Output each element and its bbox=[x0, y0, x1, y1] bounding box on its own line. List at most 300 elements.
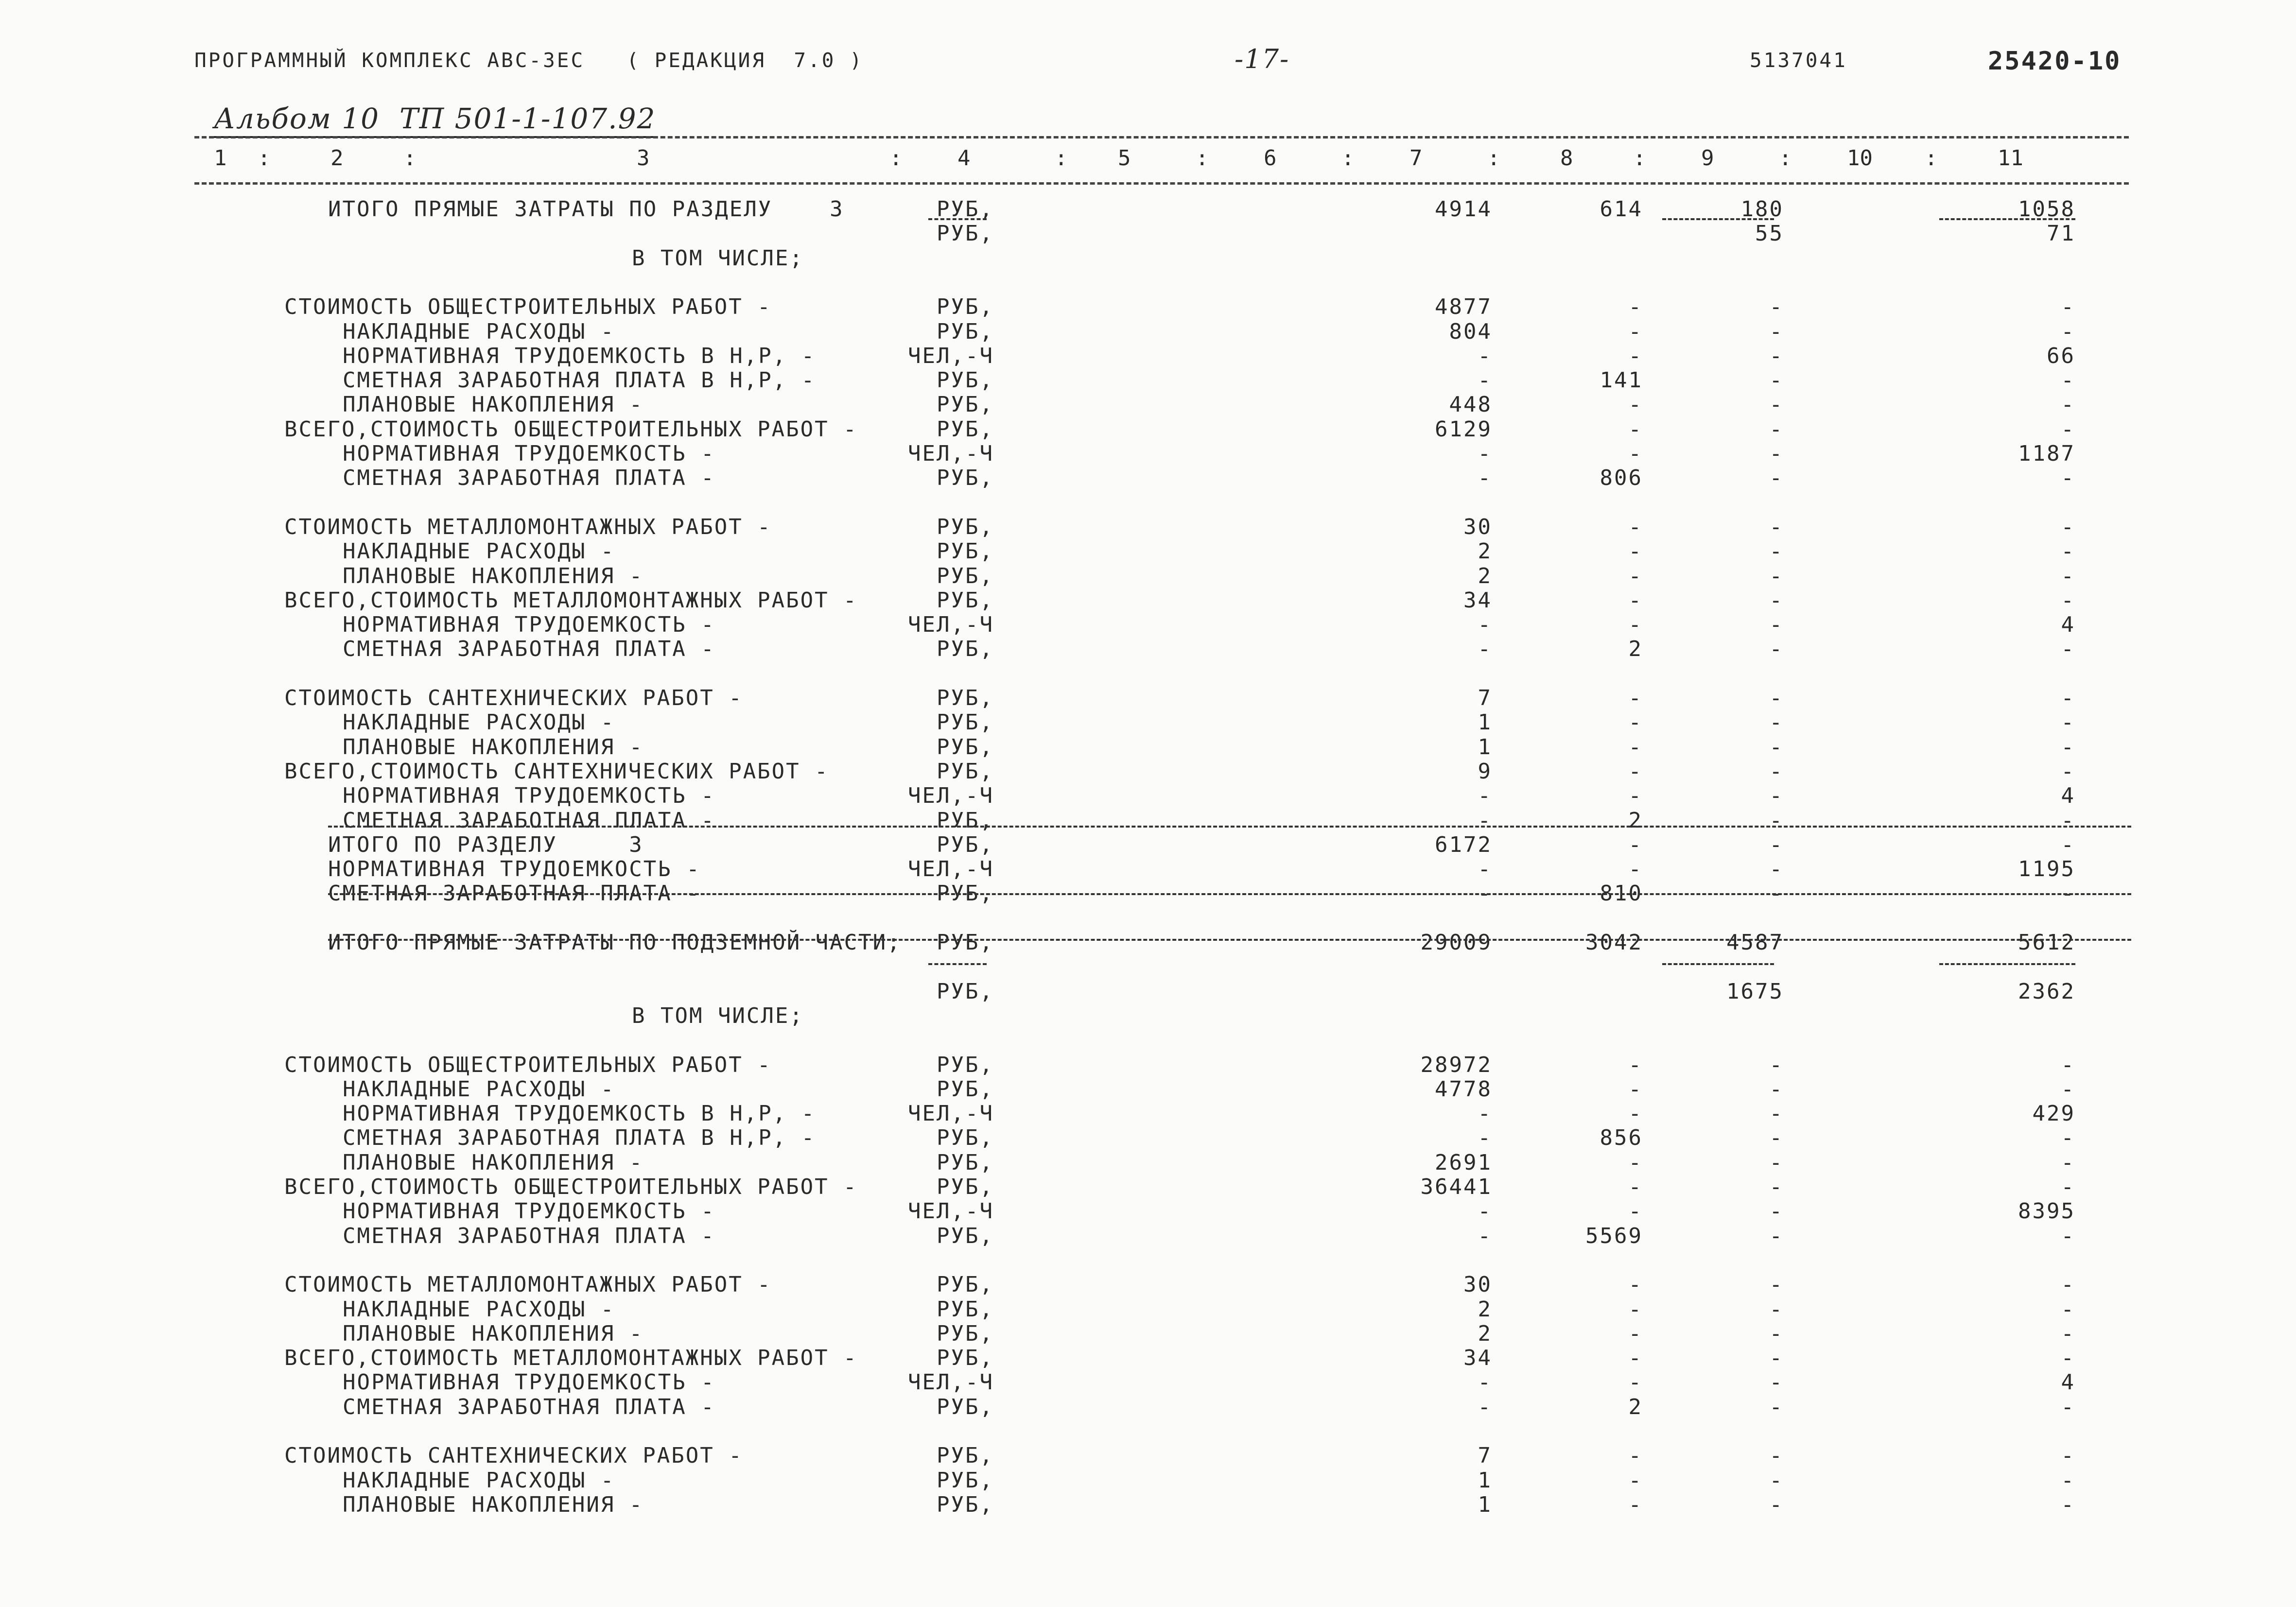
value-c9: - bbox=[1769, 319, 1784, 344]
value-c11: - bbox=[2061, 1321, 2075, 1346]
value-c7: 2691 bbox=[1435, 1150, 1492, 1175]
table-row bbox=[0, 1199, 2296, 1223]
value-c8: 2 bbox=[1628, 637, 1643, 662]
value-c9: - bbox=[1769, 392, 1784, 417]
value-c7: - bbox=[1478, 1125, 1492, 1151]
value-c11: - bbox=[2061, 637, 2075, 662]
unit-cell: РУБ, bbox=[937, 392, 994, 417]
value-c9: 4587 bbox=[1726, 930, 1784, 955]
value-c7: - bbox=[1478, 857, 1492, 882]
value-c7: 6172 bbox=[1435, 832, 1492, 857]
row-label: СТОИМОСТЬ САНТЕХНИЧЕСКИХ РАБОТ - bbox=[284, 686, 743, 710]
value-c9: - bbox=[1769, 857, 1784, 882]
unit-cell: РУБ, bbox=[937, 368, 994, 393]
table-row bbox=[0, 1346, 2296, 1370]
subtotal-underline bbox=[1662, 963, 1774, 965]
column-number-3: 3 bbox=[637, 146, 650, 171]
value-c8: - bbox=[1628, 588, 1643, 613]
table-row bbox=[0, 1224, 2296, 1248]
table-row bbox=[0, 246, 2296, 270]
unit-cell: ЧЕЛ,-Ч bbox=[908, 1101, 994, 1126]
value-c9: - bbox=[1769, 1370, 1784, 1395]
column-separator: : bbox=[1925, 146, 1938, 171]
value-c9: - bbox=[1769, 686, 1784, 710]
table-row bbox=[0, 221, 2296, 245]
unit-cell: РУБ, bbox=[937, 1296, 994, 1322]
value-c7: 36441 bbox=[1420, 1175, 1492, 1199]
value-c8: - bbox=[1628, 1321, 1643, 1346]
value-c7: 7 bbox=[1478, 1443, 1492, 1469]
value-c8: - bbox=[1628, 1101, 1643, 1126]
column-separator: : bbox=[1779, 146, 1792, 171]
value-c9: - bbox=[1769, 563, 1784, 588]
value-c8: 810 bbox=[1600, 881, 1643, 906]
row-label: СМЕТНАЯ ЗАРАБОТНАЯ ПЛАТА - bbox=[343, 466, 715, 491]
value-c11: 66 bbox=[2047, 343, 2075, 368]
table-row bbox=[0, 783, 2296, 808]
value-c11: 4 bbox=[2061, 1370, 2075, 1395]
value-c11: - bbox=[2061, 1125, 2075, 1151]
value-c7: 1 bbox=[1478, 734, 1492, 760]
value-c11: - bbox=[2061, 563, 2075, 588]
table-row bbox=[0, 490, 2296, 515]
value-c7: 4914 bbox=[1435, 197, 1492, 222]
unit-cell: РУБ, bbox=[937, 563, 994, 588]
value-c7: 2 bbox=[1478, 1296, 1492, 1322]
section-rule bbox=[328, 826, 2131, 828]
table-row bbox=[0, 808, 2296, 832]
value-c9: - bbox=[1769, 1296, 1784, 1322]
unit-cell: РУБ, bbox=[937, 221, 994, 246]
value-c11: - bbox=[2061, 1076, 2075, 1102]
table-row bbox=[0, 417, 2296, 441]
value-c11: 429 bbox=[2032, 1101, 2075, 1126]
unit-cell: РУБ, bbox=[937, 294, 994, 320]
table-row bbox=[0, 1248, 2296, 1272]
value-c9: - bbox=[1769, 1321, 1784, 1346]
table-row bbox=[0, 1175, 2296, 1199]
value-c9: - bbox=[1769, 1052, 1784, 1077]
value-c7: 6129 bbox=[1435, 416, 1492, 442]
unit-cell: РУБ, bbox=[937, 588, 994, 613]
table-row bbox=[0, 1297, 2296, 1321]
value-c7: - bbox=[1478, 1199, 1492, 1224]
row-label: ВСЕГО,СТОИМОСТЬ ОБЩЕСТРОИТЕЛЬНЫХ РАБОТ - bbox=[284, 1175, 858, 1199]
unit-cell: ЧЕЛ,-Ч bbox=[908, 857, 994, 882]
value-c11: - bbox=[2061, 1272, 2075, 1297]
row-label: СТОИМОСТЬ МЕТАЛЛОМОНТАЖНЫХ РАБОТ - bbox=[284, 1272, 772, 1297]
column-number-2: 2 bbox=[330, 146, 344, 171]
value-c7: - bbox=[1478, 808, 1492, 833]
value-c11: - bbox=[2061, 686, 2075, 710]
column-separator: : bbox=[889, 146, 903, 171]
value-c11: - bbox=[2061, 759, 2075, 784]
value-c8: - bbox=[1628, 1076, 1643, 1102]
value-c7: - bbox=[1478, 1101, 1492, 1126]
album-reference: Альбом 10 ТП 501-1-107.92 bbox=[214, 102, 656, 138]
row-label: НОРМАТИВНАЯ ТРУДОЕМКОСТЬ - bbox=[343, 783, 715, 809]
value-c9: 55 bbox=[1755, 221, 1784, 246]
value-c9: - bbox=[1769, 1175, 1784, 1199]
unit-cell: РУБ, bbox=[937, 930, 994, 955]
value-c11: - bbox=[2061, 734, 2075, 760]
value-c9: - bbox=[1769, 710, 1784, 735]
value-c8: - bbox=[1628, 441, 1643, 466]
value-c9: - bbox=[1769, 588, 1784, 613]
value-c11: 2362 bbox=[2018, 979, 2075, 1004]
table-row bbox=[0, 637, 2296, 661]
value-c8: - bbox=[1628, 1175, 1643, 1199]
column-number-9: 9 bbox=[1701, 146, 1714, 171]
row-label: СТОИМОСТЬ ОБЩЕСТРОИТЕЛЬНЫХ РАБОТ - bbox=[284, 294, 772, 320]
row-label: НАКЛАДНЫЕ РАСХОДЫ - bbox=[343, 1076, 615, 1102]
value-c11: - bbox=[2061, 1223, 2075, 1248]
value-c8: - bbox=[1628, 759, 1643, 784]
table-row bbox=[0, 1492, 2296, 1517]
value-c9: - bbox=[1769, 1468, 1784, 1493]
value-c9: - bbox=[1769, 441, 1784, 466]
value-c9: - bbox=[1769, 1394, 1784, 1419]
value-c11: - bbox=[2061, 319, 2075, 344]
value-c8: - bbox=[1628, 514, 1643, 539]
row-label: НОРМАТИВНАЯ ТРУДОЕМКОСТЬ - bbox=[343, 1370, 715, 1395]
value-c8: 614 bbox=[1600, 197, 1643, 222]
value-c9: - bbox=[1769, 1443, 1784, 1469]
unit-cell: РУБ, bbox=[937, 1321, 994, 1346]
row-label: СМЕТНАЯ ЗАРАБОТНАЯ ПЛАТА - bbox=[343, 808, 715, 833]
subtotal-underline bbox=[1939, 963, 2075, 965]
row-label: ИТОГО ПРЯМЫЕ ЗАТРАТЫ ПО РАЗДЕЛУ 3 bbox=[328, 197, 844, 222]
value-c8: - bbox=[1628, 612, 1643, 638]
row-label: НОРМАТИВНАЯ ТРУДОЕМКОСТЬ - bbox=[343, 612, 715, 638]
value-c8: - bbox=[1628, 832, 1643, 857]
table-row bbox=[0, 954, 2296, 979]
unit-cell: РУБ, bbox=[937, 1394, 994, 1419]
value-c11: - bbox=[2061, 514, 2075, 539]
value-c9: - bbox=[1769, 368, 1784, 393]
value-c7: 30 bbox=[1463, 514, 1492, 539]
value-c7: 4778 bbox=[1435, 1076, 1492, 1102]
value-c8: - bbox=[1628, 1296, 1643, 1322]
value-c7: 9 bbox=[1478, 759, 1492, 784]
row-label: НАКЛАДНЫЕ РАСХОДЫ - bbox=[343, 319, 615, 344]
subtotal-underline bbox=[1662, 218, 1774, 220]
row-label: НАКЛАДНЫЕ РАСХОДЫ - bbox=[343, 1468, 615, 1493]
unit-cell: РУБ, bbox=[937, 1443, 994, 1469]
value-c11: - bbox=[2061, 1052, 2075, 1077]
table-row bbox=[0, 319, 2296, 344]
value-c8: - bbox=[1628, 1443, 1643, 1469]
unit-cell: ЧЕЛ,-Ч bbox=[908, 783, 994, 809]
column-number-5: 5 bbox=[1118, 146, 1131, 171]
value-c7: - bbox=[1478, 343, 1492, 368]
value-c7: - bbox=[1478, 1223, 1492, 1248]
row-label: ПЛАНОВЫЕ НАКОПЛЕНИЯ - bbox=[343, 392, 644, 417]
table-row bbox=[0, 1053, 2296, 1077]
value-c9: - bbox=[1769, 734, 1784, 760]
value-c8: 141 bbox=[1600, 368, 1643, 393]
value-c8: 856 bbox=[1600, 1125, 1643, 1151]
unit-cell: ЧЕЛ,-Ч bbox=[908, 343, 994, 368]
unit-cell: РУБ, bbox=[937, 979, 994, 1004]
value-c11: - bbox=[2061, 710, 2075, 735]
value-c8: 3042 bbox=[1585, 930, 1643, 955]
table-row bbox=[0, 294, 2296, 319]
table-row bbox=[0, 759, 2296, 783]
value-c11: - bbox=[2061, 1443, 2075, 1469]
subtotal-underline bbox=[928, 963, 987, 965]
value-c8: - bbox=[1628, 392, 1643, 417]
row-label: В ТОМ ЧИСЛЕ; bbox=[632, 1003, 804, 1028]
table-row bbox=[0, 1125, 2296, 1150]
value-c8: 2 bbox=[1628, 808, 1643, 833]
table-row bbox=[0, 197, 2296, 221]
value-c9: 180 bbox=[1740, 197, 1784, 222]
table-row bbox=[0, 1370, 2296, 1394]
value-c11: - bbox=[2061, 881, 2075, 906]
value-c11: - bbox=[2061, 1394, 2075, 1419]
value-c9: - bbox=[1769, 466, 1784, 491]
table-row bbox=[0, 857, 2296, 881]
stamp-number: 25420-10 bbox=[1988, 47, 2122, 76]
table-row bbox=[0, 1150, 2296, 1175]
table-row bbox=[0, 466, 2296, 490]
value-c9: - bbox=[1769, 1346, 1784, 1371]
value-c7: 4877 bbox=[1435, 294, 1492, 320]
table-row bbox=[0, 661, 2296, 686]
value-c9: - bbox=[1769, 514, 1784, 539]
table-row bbox=[0, 368, 2296, 392]
column-number-1: 1 bbox=[214, 146, 227, 171]
table-row bbox=[0, 906, 2296, 930]
unit-cell: РУБ, bbox=[937, 832, 994, 857]
value-c8: - bbox=[1628, 1370, 1643, 1395]
column-number-4: 4 bbox=[957, 146, 971, 171]
row-label: СМЕТНАЯ ЗАРАБОТНАЯ ПЛАТА - bbox=[343, 1394, 715, 1419]
value-c7: - bbox=[1478, 466, 1492, 491]
unit-cell: ЧЕЛ,-Ч bbox=[908, 612, 994, 638]
unit-cell: РУБ, bbox=[937, 197, 994, 222]
value-c7: - bbox=[1478, 441, 1492, 466]
row-label: НАКЛАДНЫЕ РАСХОДЫ - bbox=[343, 710, 615, 735]
value-c7: 2 bbox=[1478, 539, 1492, 564]
value-c9: - bbox=[1769, 539, 1784, 564]
row-label: ВСЕГО,СТОИМОСТЬ САНТЕХНИЧЕСКИХ РАБОТ - bbox=[284, 759, 829, 784]
column-number-6: 6 bbox=[1264, 146, 1277, 171]
value-c8: - bbox=[1628, 1199, 1643, 1224]
subtotal-underline bbox=[1939, 218, 2075, 220]
row-label: ПЛАНОВЫЕ НАКОПЛЕНИЯ - bbox=[343, 563, 644, 588]
value-c11: - bbox=[2061, 1150, 2075, 1175]
column-number-11: 11 bbox=[1998, 146, 2023, 171]
value-c11: - bbox=[2061, 466, 2075, 491]
unit-cell: ЧЕЛ,-Ч bbox=[908, 441, 994, 466]
value-c9: - bbox=[1769, 1101, 1784, 1126]
value-c8: - bbox=[1628, 343, 1643, 368]
value-c9: - bbox=[1769, 1492, 1784, 1517]
value-c7: - bbox=[1478, 783, 1492, 809]
value-c7: 804 bbox=[1449, 319, 1492, 344]
value-c9: - bbox=[1769, 637, 1784, 662]
row-label: ПЛАНОВЫЕ НАКОПЛЕНИЯ - bbox=[343, 1321, 644, 1346]
value-c7: 1 bbox=[1478, 1492, 1492, 1517]
value-c11: - bbox=[2061, 1492, 2075, 1517]
row-label: ВСЕГО,СТОИМОСТЬ ОБЩЕСТРОИТЕЛЬНЫХ РАБОТ - bbox=[284, 416, 858, 442]
value-c9: - bbox=[1769, 1272, 1784, 1297]
value-c8: - bbox=[1628, 294, 1643, 320]
value-c11: - bbox=[2061, 1175, 2075, 1199]
document-code: 5137041 bbox=[1750, 49, 1847, 72]
value-c11: - bbox=[2061, 1296, 2075, 1322]
column-separator: : bbox=[258, 146, 271, 171]
value-c8: - bbox=[1628, 1272, 1643, 1297]
unit-cell: РУБ, bbox=[937, 637, 994, 662]
value-c9: - bbox=[1769, 1076, 1784, 1102]
column-separator: : bbox=[1341, 146, 1355, 171]
table-row bbox=[0, 539, 2296, 563]
column-separator: : bbox=[1487, 146, 1500, 171]
unit-cell: РУБ, bbox=[937, 1175, 994, 1199]
value-c8: - bbox=[1628, 539, 1643, 564]
unit-cell: РУБ, bbox=[937, 1468, 994, 1493]
column-number-10: 10 bbox=[1847, 146, 1873, 171]
row-label: В ТОМ ЧИСЛЕ; bbox=[632, 245, 804, 271]
table-row bbox=[0, 1003, 2296, 1028]
unit-cell: ЧЕЛ,-Ч bbox=[908, 1199, 994, 1224]
value-c7: - bbox=[1478, 637, 1492, 662]
value-c9: - bbox=[1769, 1150, 1784, 1175]
column-separator: : bbox=[1633, 146, 1646, 171]
column-separator: : bbox=[403, 146, 417, 171]
table-row bbox=[0, 515, 2296, 539]
table-row bbox=[0, 441, 2296, 466]
unit-cell: РУБ, bbox=[937, 1125, 994, 1151]
unit-cell: РУБ, bbox=[937, 686, 994, 710]
unit-cell: РУБ, bbox=[937, 808, 994, 833]
value-c8: - bbox=[1628, 1346, 1643, 1371]
subtotal-underline bbox=[928, 218, 987, 220]
table-row bbox=[0, 270, 2296, 294]
unit-cell: РУБ, bbox=[937, 466, 994, 491]
value-c8: 5569 bbox=[1585, 1223, 1643, 1248]
row-label: СТОИМОСТЬ ОБЩЕСТРОИТЕЛЬНЫХ РАБОТ - bbox=[284, 1052, 772, 1077]
value-c11: - bbox=[2061, 294, 2075, 320]
value-c11: 4 bbox=[2061, 783, 2075, 809]
table-row bbox=[0, 1443, 2296, 1468]
value-c7: 448 bbox=[1449, 392, 1492, 417]
row-label: СМЕТНАЯ ЗАРАБОТНАЯ ПЛАТА - bbox=[328, 881, 701, 906]
row-label: СТОИМОСТЬ САНТЕХНИЧЕСКИХ РАБОТ - bbox=[284, 1443, 743, 1469]
value-c8: 806 bbox=[1600, 466, 1643, 491]
unit-cell: РУБ, bbox=[937, 1272, 994, 1297]
value-c7: 2 bbox=[1478, 563, 1492, 588]
row-label: ПЛАНОВЫЕ НАКОПЛЕНИЯ - bbox=[343, 1150, 644, 1175]
table-row bbox=[0, 1077, 2296, 1101]
unit-cell: ЧЕЛ,-Ч bbox=[908, 1370, 994, 1395]
value-c11: 1187 bbox=[2018, 441, 2075, 466]
table-row bbox=[0, 588, 2296, 612]
unit-cell: РУБ, bbox=[937, 1346, 994, 1371]
table-row bbox=[0, 1395, 2296, 1419]
value-c9: 1675 bbox=[1726, 979, 1784, 1004]
row-label: СТОИМОСТЬ МЕТАЛЛОМОНТАЖНЫХ РАБОТ - bbox=[284, 514, 772, 539]
value-c9: - bbox=[1769, 783, 1784, 809]
value-c11: - bbox=[2061, 392, 2075, 417]
value-c11: - bbox=[2061, 1468, 2075, 1493]
value-c7: 1 bbox=[1478, 1468, 1492, 1493]
row-label: НОРМАТИВНАЯ ТРУДОЕМКОСТЬ - bbox=[328, 857, 701, 882]
unit-cell: РУБ, bbox=[937, 416, 994, 442]
value-c9: - bbox=[1769, 832, 1784, 857]
value-c8: - bbox=[1628, 563, 1643, 588]
unit-cell: РУБ, bbox=[937, 1223, 994, 1248]
row-label: НОРМАТИВНАЯ ТРУДОЕМКОСТЬ В Н,Р, - bbox=[343, 1101, 816, 1126]
value-c7: - bbox=[1478, 368, 1492, 393]
row-label: СМЕТНАЯ ЗАРАБОТНАЯ ПЛАТА В Н,Р, - bbox=[343, 1125, 816, 1151]
column-separator: : bbox=[1196, 146, 1209, 171]
value-c11: 1195 bbox=[2018, 857, 2075, 882]
value-c11: - bbox=[2061, 416, 2075, 442]
unit-cell: РУБ, bbox=[937, 759, 994, 784]
value-c8: - bbox=[1628, 1492, 1643, 1517]
value-c8: - bbox=[1628, 857, 1643, 882]
value-c7: - bbox=[1478, 1370, 1492, 1395]
value-c11: - bbox=[2061, 808, 2075, 833]
value-c7: 34 bbox=[1463, 1346, 1492, 1371]
value-c7: 28972 bbox=[1420, 1052, 1492, 1077]
unit-cell: РУБ, bbox=[937, 1150, 994, 1175]
row-label: ИТОГО ПО РАЗДЕЛУ 3 bbox=[328, 832, 644, 857]
row-label: ПЛАНОВЫЕ НАКОПЛЕНИЯ - bbox=[343, 1492, 644, 1517]
value-c8: - bbox=[1628, 416, 1643, 442]
row-label: НОРМАТИВНАЯ ТРУДОЕМКОСТЬ - bbox=[343, 441, 715, 466]
row-label: СМЕТНАЯ ЗАРАБОТНАЯ ПЛАТА - bbox=[343, 1223, 715, 1248]
value-c9: - bbox=[1769, 1223, 1784, 1248]
value-c7: - bbox=[1478, 881, 1492, 906]
table-row bbox=[0, 612, 2296, 637]
value-c7: - bbox=[1478, 1394, 1492, 1419]
value-c8: - bbox=[1628, 1468, 1643, 1493]
unit-cell: РУБ, bbox=[937, 1052, 994, 1077]
table-row bbox=[0, 344, 2296, 368]
value-c11: 5612 bbox=[2018, 930, 2075, 955]
unit-cell: РУБ, bbox=[937, 881, 994, 906]
unit-cell: РУБ, bbox=[937, 734, 994, 760]
row-label: ВСЕГО,СТОИМОСТЬ МЕТАЛЛОМОНТАЖНЫХ РАБОТ - bbox=[284, 1346, 858, 1371]
value-c9: - bbox=[1769, 1199, 1784, 1224]
table-row bbox=[0, 392, 2296, 416]
row-label: ПЛАНОВЫЕ НАКОПЛЕНИЯ - bbox=[343, 734, 644, 760]
value-c8: - bbox=[1628, 319, 1643, 344]
row-label: ВСЕГО,СТОИМОСТЬ МЕТАЛЛОМОНТАЖНЫХ РАБОТ - bbox=[284, 588, 858, 613]
table-row bbox=[0, 1101, 2296, 1125]
value-c9: - bbox=[1769, 881, 1784, 906]
row-label: НОРМАТИВНАЯ ТРУДОЕМКОСТЬ В Н,Р, - bbox=[343, 343, 816, 368]
value-c8: - bbox=[1628, 783, 1643, 809]
value-c8: - bbox=[1628, 1052, 1643, 1077]
unit-cell: РУБ, bbox=[937, 1076, 994, 1102]
unit-cell: РУБ, bbox=[937, 514, 994, 539]
value-c8: 2 bbox=[1628, 1394, 1643, 1419]
value-c7: 2 bbox=[1478, 1321, 1492, 1346]
row-label: НАКЛАДНЫЕ РАСХОДЫ - bbox=[343, 539, 615, 564]
unit-cell: РУБ, bbox=[937, 710, 994, 735]
unit-cell: РУБ, bbox=[937, 1492, 994, 1517]
value-c9: - bbox=[1769, 808, 1784, 833]
section-rule bbox=[328, 893, 2131, 895]
table-row bbox=[0, 710, 2296, 734]
value-c7: 34 bbox=[1463, 588, 1492, 613]
